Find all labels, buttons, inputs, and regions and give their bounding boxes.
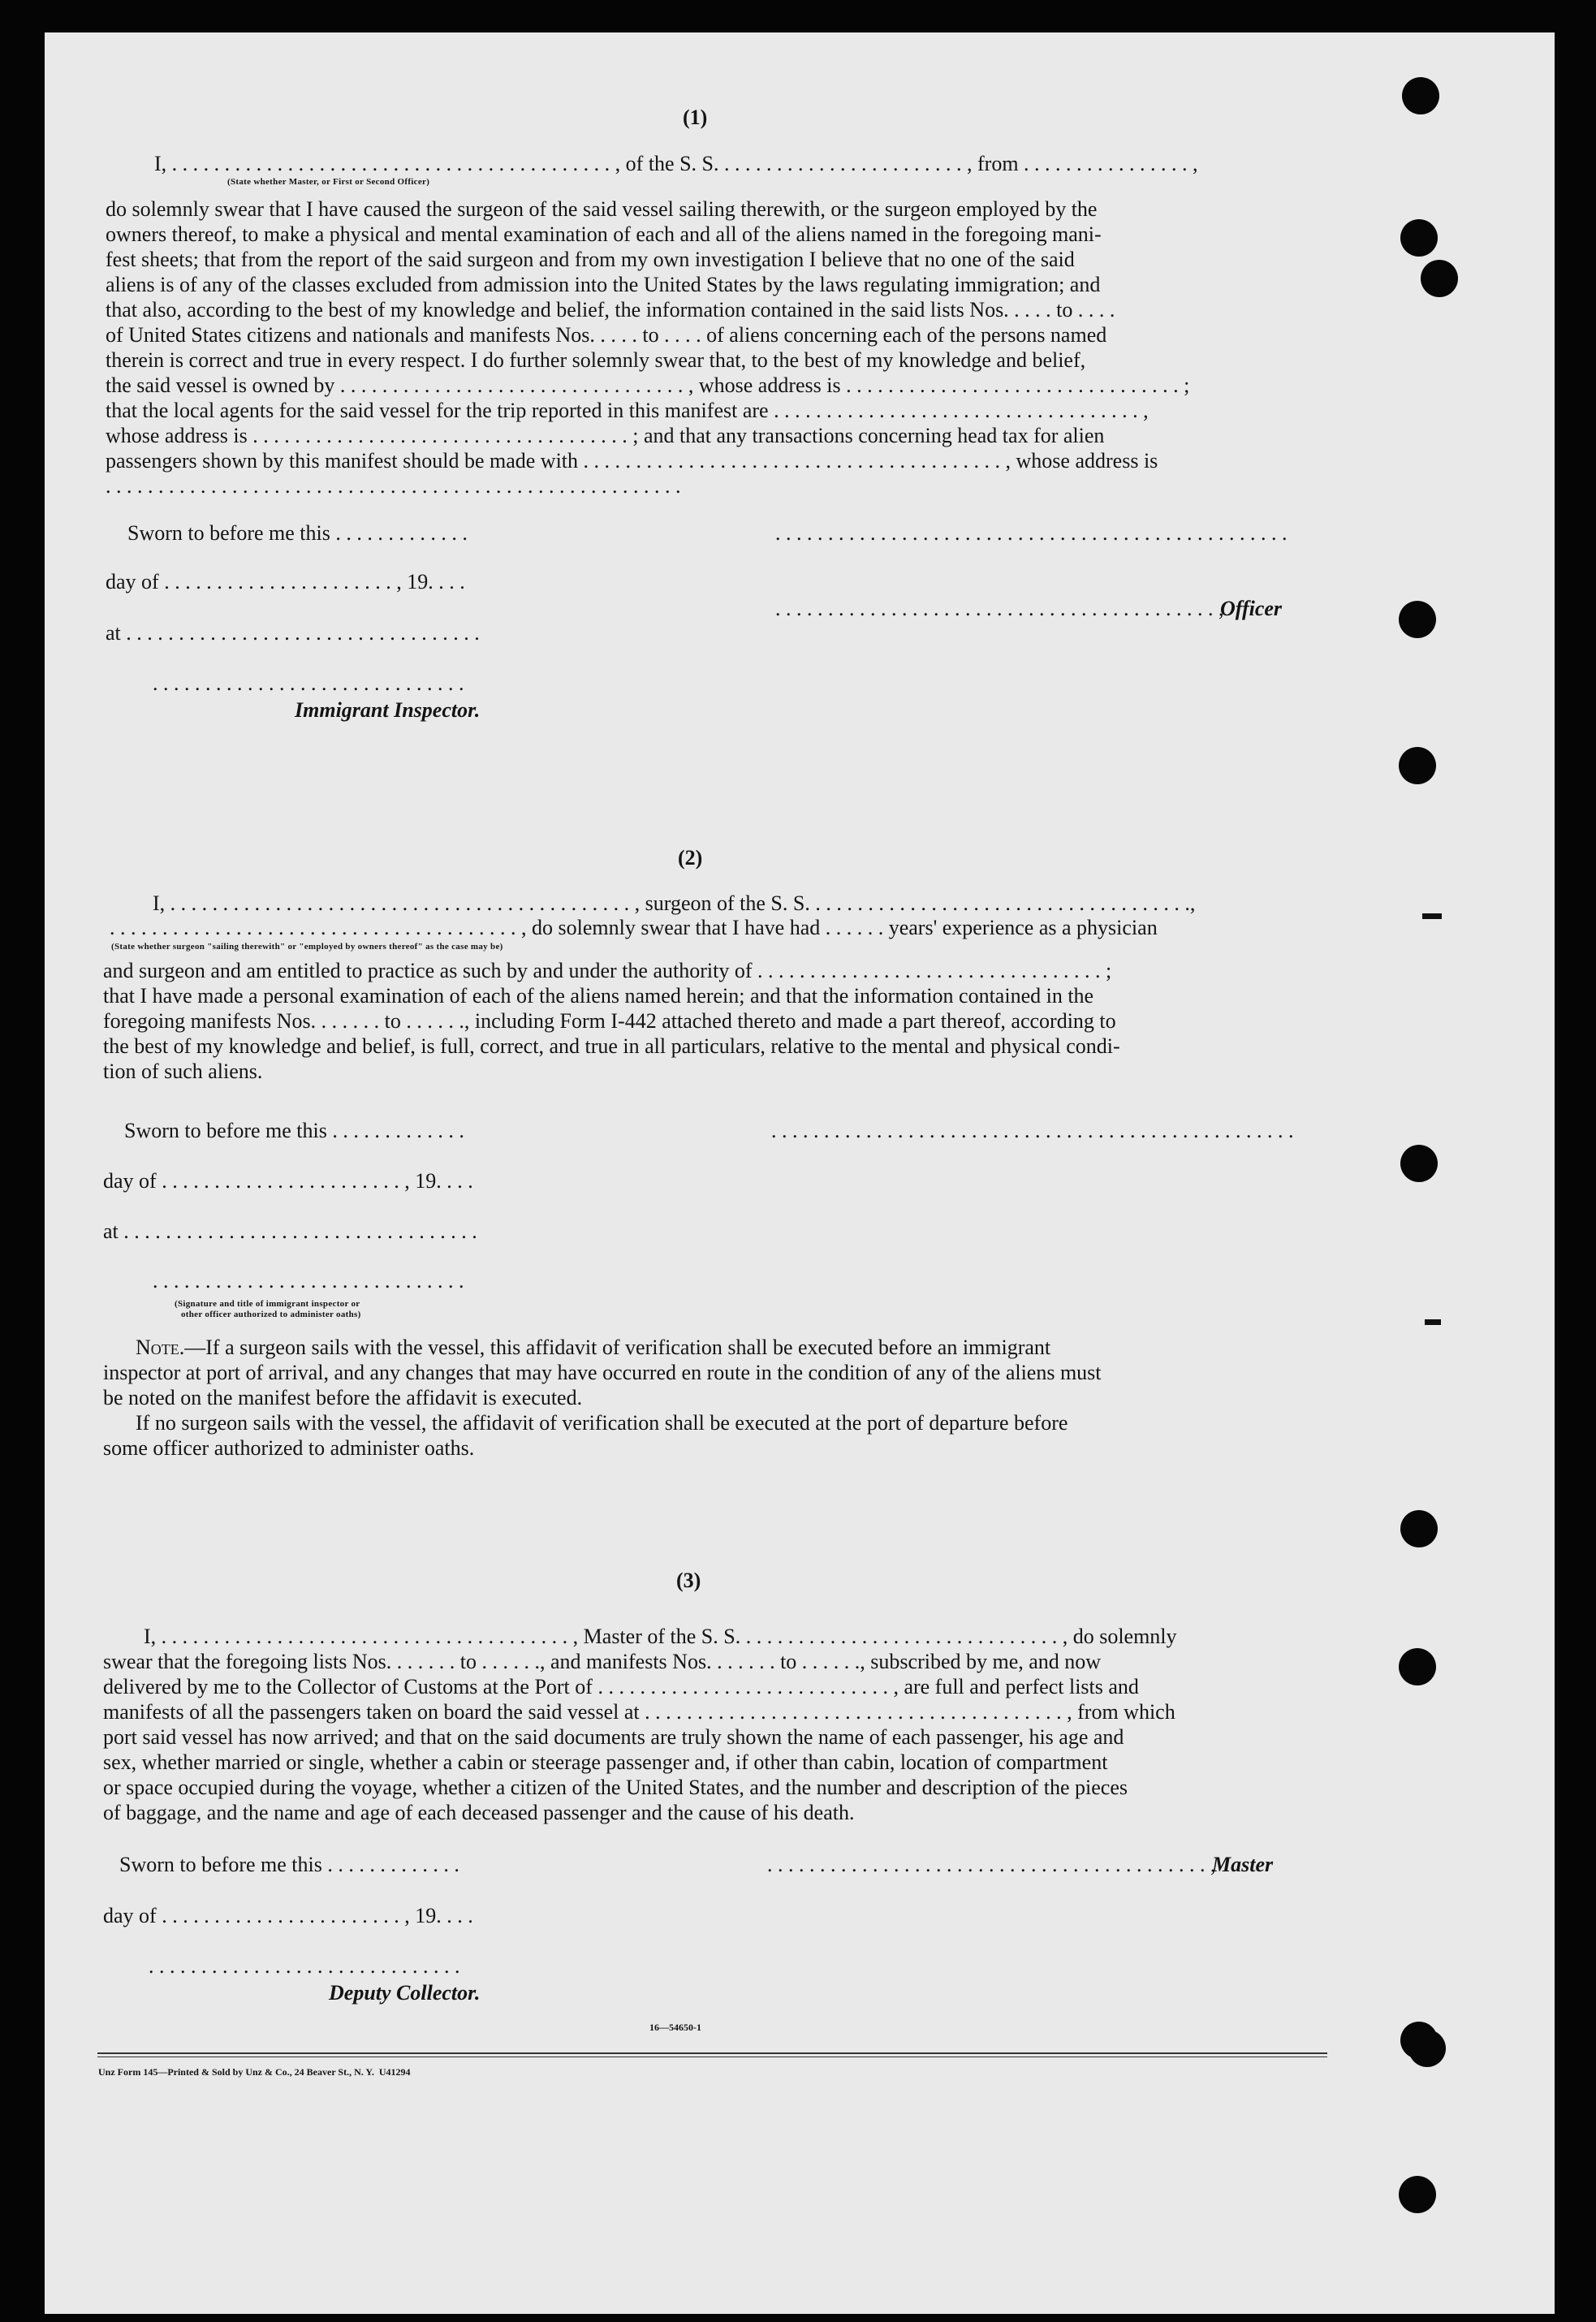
section-2-hint: (State whether surgeon "sailing therewith" or "employed by owners thereof" as the case may be) <box>111 942 503 952</box>
binder-hole <box>1400 219 1438 257</box>
section-3-body: I, . . . . . . . . . . . . . . . . . . . . . . . . . . . . . . . . . . . . . . . , Master of the S. S. . . . . . . . . . . . . . . . . . . . . . . . . . . . . . . , do solemnly swear that the foregoing lists Nos. . . . . . . to . . . . . ., and manifests Nos. . . . . . . to . . . . . ., subscribed by me, and now delivered by me to the Collector of Customs at the Port of . . . . . . . . . . . . . . . . . . . . . . . . . . . . , are full and perfect lists and manifests of all the passengers taken on board the said vessel at . . . . . . . . . . . . . . . . . . . . . . . . . . . . . . . . . . . . . . . . , from which port said vessel has now arrived; and that on the said documents are truly shown the name of each passenger, his age and sex, whether married or single, whether a cabin or steerage passenger and, if other than cabin, location of compartment or space occupied during the voyage, whether a citizen of the United States, and the number and description of the pieces of baggage, and the name and age of each deceased passenger and the cause of his death. <box>103 1625 1177 1824</box>
section-1-body: do solemnly swear that I have caused the surgeon of the said vessel sailing therewith, or the surgeon employed by the owners thereof, to make a physical and mental examination of each and all of the aliens named in the foregoing mani- fest sheets; that from the report of the said surgeon and from my own investigation I believe that no one of the said aliens is of any of the classes excluded from admission into the United States by the laws regulating immigration; and that also, according to the best of my knowledge and belief, the information contained in the said lists Nos. . . . . to . . . . of United States citizens and nationals and manifests Nos. . . . . to . . . . of aliens concerning each of the persons named therein is correct and true in every respect. I do further solemnly swear that, to the best of my knowledge and belief, the said vessel is owned by . . . . . . . . . . . . . . . . . . . . . . . . . . . . . . . . . , whose address is . . . . . . . . . . . . . . . . . . . . . . . . . . . . . . . . ; that the local agents for the said vessel for the trip reported in this manifest are . . . . . . . . . . . . . . . . . . . . . . . . . . . . . . . . . . . , whose address is . . . . . . . . . . . . . . . . . . . . . . . . . . . . . . . . . . . . ; and that any transactions concerning head tax for alien passengers shown by this manifest should be made with . . . . . . . . . . . . . . . . . . . . . . . . . . . . . . . . . . . . . . . . , whose address is . . . . . . . . . . . . . . . . . . . . . . . . . . . . . . . . . . . . . . . . . . . . . . . . . . . . . . . <box>106 197 1190 498</box>
section-1-day: day of . . . . . . . . . . . . . . . . . . . . . . , 19. . . . <box>106 570 465 593</box>
section-3-sworn: Sworn to before me this . . . . . . . . . . . . . <box>119 1853 459 1876</box>
section-1-officer-dots: . . . . . . . . . . . . . . . . . . . . . . . . . . . . . . . . . . . . . . . . . . , <box>775 597 1224 620</box>
form-number: 16—54650-1 <box>649 2022 701 2033</box>
section-2-body: and surgeon and am entitled to practice as such by and under the authority of . . . . . . . . . . . . . . . . . . . . . . . . . . . . . . . . . ; that I have made a personal examination of each of the aliens named herein; and that the information contained in the foregoing manifests Nos. . . . . . . to . . . . . ., including Form I-442 attached thereto and made a part thereof, according to the best of my knowledge and belief, is full, correct, and true in all particulars, relative to the mental and physical condi- tion of such aliens. <box>103 959 1120 1083</box>
binder-hole <box>1399 2176 1436 2213</box>
binder-hole <box>1399 1648 1436 1685</box>
section-3-master-dots: . . . . . . . . . . . . . . . . . . . . . . . . . . . . . . . . . . . . . . . . . . , <box>767 1853 1216 1876</box>
section-3-sig-line: . . . . . . . . . . . . . . . . . . . . . . . . . . . . . . <box>149 1954 460 1978</box>
section-3-number: (3) <box>676 1569 701 1592</box>
section-3-day: day of . . . . . . . . . . . . . . . . . . . . . . . , 19. . . . <box>103 1904 473 1927</box>
section-3-master-label: Master <box>1212 1853 1274 1876</box>
section-2-day: day of . . . . . . . . . . . . . . . . . . . . . . . , 19. . . . <box>103 1169 473 1193</box>
section-1-hint: (State whether Master, or First or Second Officer) <box>227 177 430 187</box>
footer-rule <box>97 2052 1327 2054</box>
section-1-number: (1) <box>683 106 708 129</box>
section-2-sworn: Sworn to before me this . . . . . . . . . . . . . <box>124 1119 464 1142</box>
section-1-at: at . . . . . . . . . . . . . . . . . . . . . . . . . . . . . . . . . . <box>106 621 480 645</box>
section-1-sig-label: Immigrant Inspector. <box>295 698 481 722</box>
section-2-note: Note.—If a surgeon sails with the vessel, this affidavit of verification shall be executed before an immigrant inspector at port of arrival, and any changes that may have occurred en route in the condition of any of the aliens must be noted on the manifest before the affidavit is executed. If no surgeon sails with the vessel, the affidavit of verification shall be executed at the port of departure before some officer authorized to administer oaths. <box>103 1336 1102 1460</box>
binder-hole <box>1400 1145 1438 1182</box>
manifest-page <box>45 32 1555 2314</box>
note-label: Note. <box>136 1336 185 1359</box>
scan-mark <box>1425 1319 1441 1325</box>
section-2-line1: I, . . . . . . . . . . . . . . . . . . . . . . . . . . . . . . . . . . . . . . . . . . . . , surgeon of the S. S. . . . . . . . . . . . . . . . . . . . . . . . . . . . . . . . . . . . ., <box>153 891 1196 915</box>
section-2-at: at . . . . . . . . . . . . . . . . . . . . . . . . . . . . . . . . . . <box>103 1219 477 1243</box>
binder-hole <box>1408 2030 1446 2067</box>
section-2-number: (2) <box>678 846 703 870</box>
binder-hole <box>1399 747 1436 784</box>
section-2-sig-line: . . . . . . . . . . . . . . . . . . . . . . . . . . . . . . <box>153 1269 464 1293</box>
scan-mark <box>1422 913 1442 919</box>
section-1-right-sig-line: . . . . . . . . . . . . . . . . . . . . . . . . . . . . . . . . . . . . . . . . . . . . . . . . . <box>775 521 1288 545</box>
section-1-line1: I, . . . . . . . . . . . . . . . . . . . . . . . . . . . . . . . . . . . . . . . . . . , of the S. S. . . . . . . . . . . . . . . . . . . . . . . . , from . . . . . . . . . . . . . . . . , <box>154 152 1198 175</box>
section-2-sig-hint-1: (Signature and title of immigrant inspector or <box>175 1299 360 1309</box>
binder-hole <box>1399 601 1436 638</box>
section-2-line2: . . . . . . . . . . . . . . . . . . . . . . . . . . . . . . . . . . . . . . . , do solemnly swear that I have had . . . . . . years' experience as a physician <box>110 916 1158 939</box>
section-3-sig-label: Deputy Collector. <box>329 1981 481 2005</box>
binder-hole <box>1400 1510 1438 1547</box>
section-1-officer-label: Officer <box>1220 597 1283 620</box>
section-1-sig-line: . . . . . . . . . . . . . . . . . . . . . . . . . . . . . . <box>153 671 464 695</box>
printer-imprint: Unz Form 145—Printed & Sold by Unz & Co., 24 Beaver St., N. Y. U41294 <box>98 2066 411 2078</box>
section-2-sig-hint-2: other officer authorized to administer oaths) <box>181 1310 361 1319</box>
section-2-right-sig-line: . . . . . . . . . . . . . . . . . . . . . . . . . . . . . . . . . . . . . . . . . . . . . . . . . . <box>771 1119 1294 1142</box>
binder-hole <box>1402 77 1439 114</box>
section-1-sworn: Sworn to before me this . . . . . . . . . . . . . <box>127 521 468 545</box>
binder-hole <box>1421 260 1458 297</box>
